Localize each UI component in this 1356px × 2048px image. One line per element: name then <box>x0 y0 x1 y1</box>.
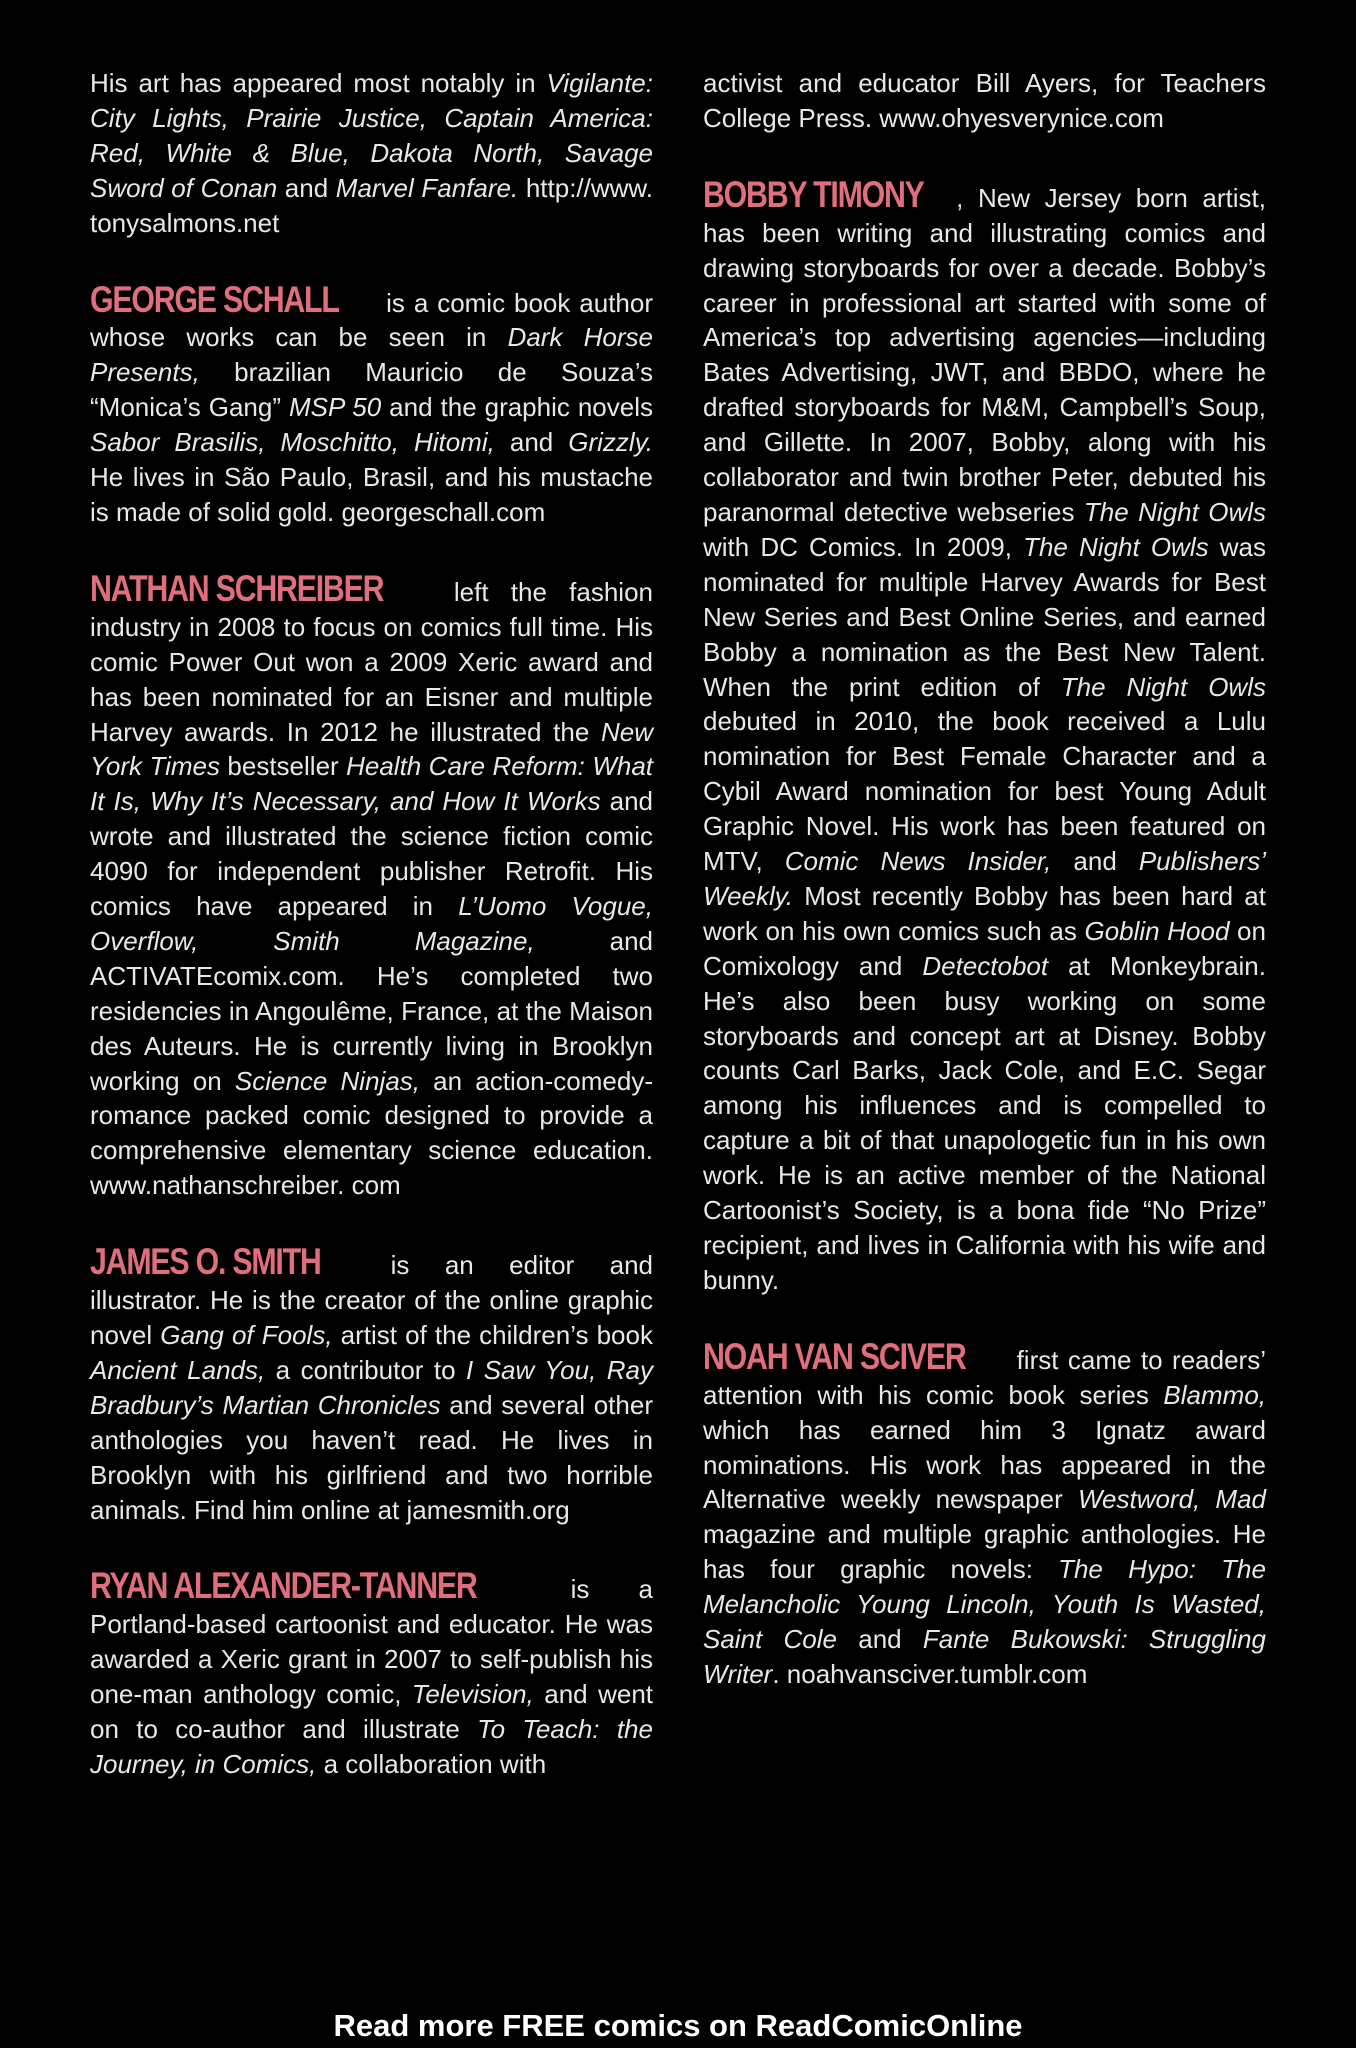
bio-title: Fante Bukowski: Struggling Writer <box>703 1624 1266 1689</box>
bio-text: artist of the children’s book <box>332 1320 653 1350</box>
bio-title: MSP 50 <box>288 392 382 423</box>
bio-title: The Night Owls <box>1023 531 1209 562</box>
author-name: RYAN ALEXANDER-TANNER <box>90 1565 477 1607</box>
bio-title: L’Uomo Vogue, Overflow, Smith Magazine, <box>90 891 653 956</box>
bio-text: and <box>494 427 569 458</box>
bio-text: a collaboration with <box>316 1748 547 1779</box>
bio-title: Gang of Fools, <box>160 1320 333 1350</box>
bio-title: Dark Horse Presents, <box>90 322 653 388</box>
bio-text: left the fashion industry in 2008 to focus on comics full time. His comic Power Out won a 2009 Xeric award and has been nominated for an Eisner and multiple Harvey awards. In 2012 he illustrated the <box>90 576 653 747</box>
bio-text: and several other anthologies you haven’t read. He lives in Brooklyn with his girlfriend and two horrible animals. Find him online at jamesmith.org <box>90 1389 653 1525</box>
bio-text: a contributor to <box>265 1354 467 1385</box>
author-name: NOAH VAN SCIVER <box>703 1335 966 1377</box>
left-column <box>90 66 653 1782</box>
bio-title: Goblin Hood <box>1084 915 1230 946</box>
bio-text: and ACTIVATEcomix.com. He’s completed two residencies in Angoulême, France, at the Maison des Auteurs. He is currently living in Brooklyn working on <box>90 925 653 1096</box>
footer-watermark: Read more FREE comics on ReadComicOnline <box>333 2008 1023 2043</box>
bio-title: Health Care Reform: What It Is, Why It’s Necessary, and How It Works <box>90 751 654 817</box>
bio-title: Comic News Insider, <box>784 846 1052 877</box>
bio-text: and <box>1051 846 1139 877</box>
bio-george-schall <box>90 278 653 530</box>
bio-title: I Saw You, Ray Bradbury’s Martian Chronicles <box>90 1354 653 1420</box>
bio-text: and went on to co-author and illustrate <box>90 1679 654 1745</box>
bio-title: Sabor Brasilis, Moschitto, Hitomi, <box>90 427 495 458</box>
bio-text: is a Portland-based cartoonist and educator. He was awarded a Xeric grant in 2007 to self-publish his one-man anthology comic, <box>90 1574 653 1710</box>
bio-title: The Night Owls <box>1083 496 1266 527</box>
bio-bobby-timony <box>703 173 1266 1298</box>
bio-title: New York Times <box>90 716 653 782</box>
bio-text: is an editor and illustrator. He is the creator of the online graphic novel <box>90 1250 653 1350</box>
bio-text: was nominated for multiple Harvey Awards for Best New Series and Best Online Series, and earned Bobby a nomination as the Best New Talent. When the print edition of <box>703 531 1266 702</box>
bio-title: Vigilante: City Lights, Prairie Justice, Captain America: Red, White & Blue, Dakota North, Savage Sword of Conan <box>90 68 653 203</box>
bio-ryan-alexander-tanner-continued <box>703 66 1266 136</box>
bio-title: To Teach: the Journey, in Comics, <box>90 1714 653 1779</box>
author-name: JAMES O. SMITH <box>90 1241 321 1283</box>
bio-text: is a comic book author whose works can be seen in <box>90 287 653 353</box>
bio-title: The Night Owls <box>1060 671 1266 702</box>
bio-text: Most recently Bobby has been hard at work on his own comics such as <box>703 880 1266 946</box>
bio-text: magazine and multiple graphic anthologies. He has four graphic novels: <box>703 1519 1266 1585</box>
author-name: BOBBY TIMONY <box>703 173 924 215</box>
bio-title: Blammo, <box>1163 1379 1266 1410</box>
bio-text: activist and educator Bill Ayers, for Teachers College Press. www.ohyesverynice.com <box>703 68 1266 133</box>
bio-title: Marvel Fanfare. <box>335 172 519 203</box>
bio-text: with DC Comics. In 2009, <box>703 531 1024 562</box>
bio-tony-salmons <box>90 66 653 241</box>
bio-title: The Hypo: The Melancholic Young Lincoln, Youth Is Wasted, Saint Cole <box>703 1554 1266 1655</box>
author-name: GEORGE SCHALL <box>90 278 339 320</box>
bio-title: Television, <box>411 1679 534 1710</box>
bio-text: brazilian Mauricio de Souza’s “Monica’s Gang” <box>90 357 653 423</box>
bio-title: Detectobot <box>922 950 1049 981</box>
bio-nathan-schreiber <box>90 567 654 1203</box>
bio-text: and wrote and illustrated the science fiction comic 4090 for independent publisher Retrofit. His comics have appeared in <box>90 786 653 922</box>
bio-text: , New Jersey born artist, has been writing and illustrating comics and drawing storyboards for over a decade. Bobby’s career in professional art started with some of America’s top advertising agencies—including Bates Advertising, JWT, and BBDO, where he drafted storyboards for M&M, Campbell’s Soup, and Gillette. In 2007, Bobby, along with his collaborator and twin brother Peter, debuted his paranormal detective webseries <box>703 182 1266 527</box>
bio-title: Grizzly. <box>568 427 653 458</box>
right-column <box>703 66 1266 1692</box>
bio-text: on Comixology and <box>703 915 1266 981</box>
bio-text: first came to readers’ attention with his comic book series <box>703 1344 1266 1410</box>
bio-noah-van-sciver <box>703 1335 1266 1692</box>
bio-title: Ancient Lands, <box>90 1354 266 1385</box>
bio-text: His art has appeared most notably in <box>90 68 547 98</box>
bio-text: an action-comedy-romance packed comic designed to provide a comprehensive elementary science education. www.nathanschreiber. com <box>90 1065 653 1201</box>
bio-text: http://www. tonysalmons.net <box>90 172 653 238</box>
bio-title: Westword, Mad <box>1077 1484 1266 1515</box>
bio-text: debuted in 2010, the book received a Lulu nomination for Best Female Character and a Cybil Award nomination for best Young Adult Graphic Novel. His work has been featured on MTV, <box>703 706 1266 877</box>
bio-title: Science Ninjas, <box>234 1065 420 1096</box>
bio-text: and the graphic novels <box>381 392 653 423</box>
bio-text: bestseller <box>220 751 347 782</box>
bio-text: and <box>837 1624 923 1655</box>
bio-text: and <box>277 172 336 203</box>
bio-text: . noahvansciver.tumblr.com <box>772 1658 1088 1689</box>
bio-text: at Monkeybrain. He’s also been busy working on some storyboards and concept art at Disney. Bobby counts Carl Barks, Jack Cole, and E.C. Segar among his influences and is compelled to capture a bit of that unapologetic fun in his own work. He is an active member of the National Cartoonist’s Society, is a bona fide “No Prize” recipient, and lives in California with his wife and bunny. <box>703 950 1266 1295</box>
bio-james-smith <box>90 1241 653 1527</box>
bio-text: which has earned him 3 Ignatz award nominations. His work has appeared in the Alternative weekly newspaper <box>703 1414 1266 1515</box>
bio-text: He lives in São Paulo, Brasil, and his mustache is made of solid gold. georgeschall.com <box>90 462 653 527</box>
bio-ryan-alexander-tanner <box>90 1565 654 1781</box>
bio-title: Publishers’ Weekly. <box>703 846 1266 911</box>
author-name: NATHAN SCHREIBER <box>90 567 384 609</box>
